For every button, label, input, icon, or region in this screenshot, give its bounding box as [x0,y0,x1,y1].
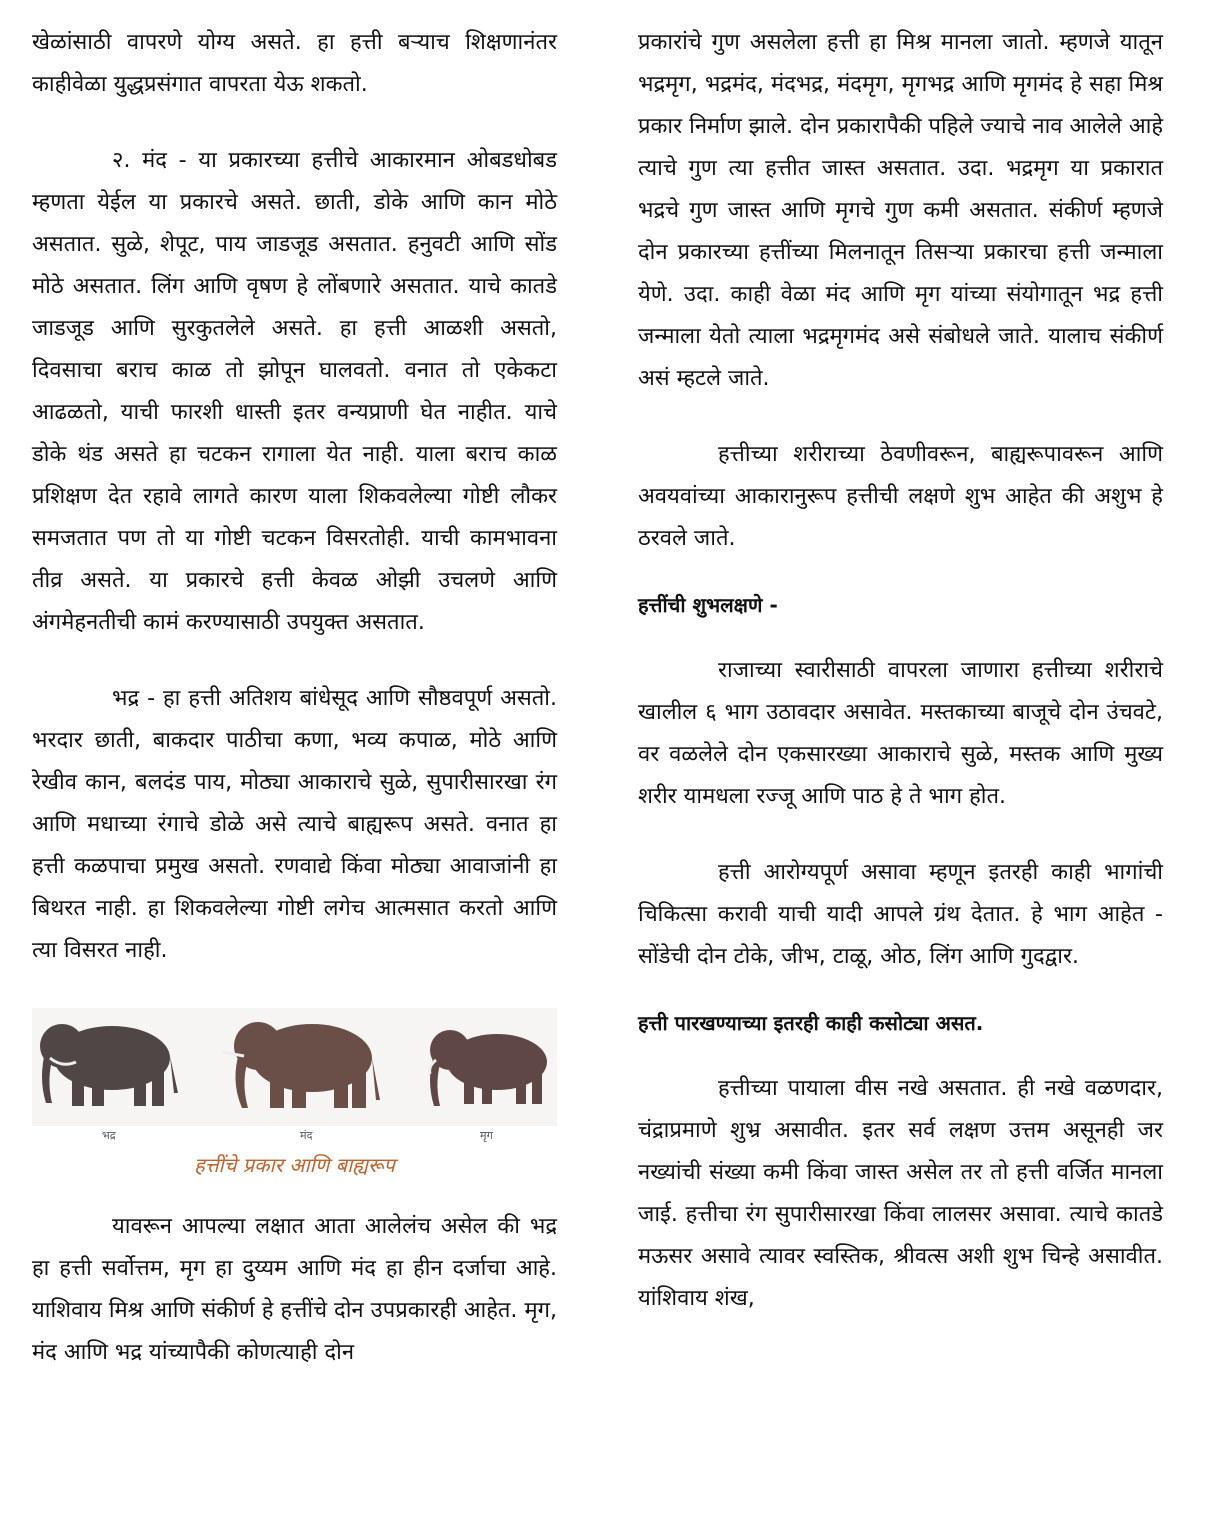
paragraph: हत्तीच्या शरीराच्या ठेवणीवरून, बाह्यरूपावरून आणि अवयवांच्या आकारानुरूप हत्तीची लक्षणे शुभ आहेत की अशुभ हे ठरवले जाते. [638,442,1163,551]
figure-label-mriga: मृग [480,1129,493,1142]
figure-caption: हत्तींचे प्रकार आणि बाह्यरूप [194,1153,395,1177]
paragraph: राजाच्या स्वारीसाठी वापरला जाणारा हत्तीच्या शरीराचे खालील ६ भाग उठावदार असावेत. मस्तकाच्या बाजूचे दोन उंचवटे, वर वळलेले दोन एकसारख्या आकाराचे सुळे, मस्तक आणि मुख्य शरीर यामधला रज्जू आणि पाठ हे ते भाग होत. [638,658,1163,809]
paragraph: यावरून आपल्या लक्षात आता आलेलंच असेल की भद्र हा हत्ती सर्वोत्तम, मृग हा दुय्यम आणि मंद हा हीन दर्जाचा आहे. याशिवाय मिश्र आणि संकीर्ण हे हत्तींचे दोन उपप्रकारही आहेत. मृग, मंद आणि भद्र यांच्यापैकी कोणत्याही दोन [32,1214,557,1365]
manda-elephant-icon [222,1022,380,1108]
elephant-illustration [32,1008,557,1126]
mriga-elephant-icon [430,1030,547,1106]
paragraph: खेळांसाठी वापरणे योग्य असते. हा हत्ती बऱ्याच शिक्षणानंतर काहीवेळा युद्धप्रसंगात वापरता येऊ शकतो. [32,30,557,97]
paragraph: प्रकारांचे गुण असलेला हत्ती हा मिश्र मानला जातो. म्हणजे यातून भद्रमृग, भद्रमंद, मंदभद्र, मंदमृग, मृगभद्र आणि मृगमंद हे सहा मिश्र प्रकार निर्माण झाले. दोन प्रकारापैकी पहिले ज्याचे नाव आलेले आहे त्याचे गुण त्या हत्तीत जास्त असतात. उदा. भद्रमृग या प्रकारात भद्रचे गुण जास्त आणि मृगचे गुण कमी असतात. संकीर्ण म्हणजे दोन प्रकारच्या हत्तींच्या मिलनातून तिसऱ्या प्रकारचा हत्ती जन्माला येणे. उदा. काही वेळा मंद आणि मृग यांच्या संयोगातून भद्र हत्ती जन्माला येतो त्याला भद्रमृगमंद असे संबोधले जाते. यालाच संकीर्ण असं म्हटले जाते. [638,30,1163,391]
paragraph: हत्ती आरोग्यपूर्ण असावा म्हणून इतरही काही भागांची चिकित्सा करावी याची यादी आपले ग्रंथ देतात. हे भाग आहेत - सोंडेची दोन टोके, जीभ, टाळू, ओठ, लिंग आणि गुदद्वार. [638,860,1163,969]
elephant-figure [32,1008,557,1182]
paragraph: भद्र - हा हत्ती अतिशय बांधेसूद आणि सौष्ठवपूर्ण असतो. भरदार छाती, बाकदार पाठीचा कणा, भव्य कपाळ, मोठे आणि रेखीव कान, बलदंड पाय, मोठ्या आकाराचे सुळे, सुपारीसारखा रंग आणि मधाच्या रंगाचे डोळे असे त्याचे बाह्यरूप असते. वनात हा हत्ती कळपाचा प्रमुख असतो. रणवाद्ये किंवा मोठ्या आवाजांनी हा बिथरत नाही. हा शिकवलेल्या गोष्टी लगेच आत्मसात करतो आणि त्या विसरत नाही. [32,686,557,963]
section-heading: हत्तींची शुभलक्षणे - [638,593,778,617]
paragraph: २. मंद - या प्रकारच्या हत्तीचे आकारमान ओबडधोबड म्हणता येईल या प्रकारचे असते. छाती, डोके आणि कान मोठे असतात. सुळे, शेपूट, पाय जाडजूड असतात. हनुवटी आणि सोंड मोठे असतात. लिंग आणि वृषण हे लोंबणारे असतात. याचे कातडे जाडजूड आणि सुरकुतलेले असते. हा हत्ती आळशी असतो, दिवसाचा बराच काळ तो झोपून घालवतो. वनात तो एकेकटा आढळतो, याची फारशी धास्ती इतर वन्यप्राणी घेत नाहीत. याचे डोके थंड असते हा चटकन रागाला येत नाही. याला बराच काळ प्रशिक्षण देत रहावे लागते कारण याला शिकवलेल्या गोष्टी लौकर समजतात पण तो या गोष्टी चटकन विसरतोही. याची कामभावना तीव्र असते. या प्रकारचे हत्ती केवळ ओझी उचलणे आणि अंगमेहनतीची कामं करण्यासाठी उपयुक्त असतात. [32,148,557,635]
right-column [638,22,1163,1320]
figure-label-manda: मंद [300,1129,313,1142]
figure-label-bhadra: भद्र [102,1129,116,1142]
paragraph: हत्तीच्या पायाला वीस नखे असतात. ही नखे वळणदार, चंद्राप्रमाणे शुभ्र असावीत. इतर सर्व लक्षण उत्तम असूनही जर नख्यांची संख्या कमी किंवा जास्त असेल तर तो हत्ती वर्जित मानला जाई. हत्तीचा रंग सुपारीसारखा किंवा लालसर असावा. त्याचे कातडे मऊसर असावे त्यावर स्वस्तिक, श्रीवत्स अशी शुभ चिन्हे असावीत. यांशिवाय शंख, [638,1076,1163,1311]
left-column [32,22,557,1374]
bhadra-elephant-icon [40,1024,178,1106]
section-heading: हत्ती पारखण्याच्या इतरही काही कसोट्या असत. [638,1011,984,1035]
